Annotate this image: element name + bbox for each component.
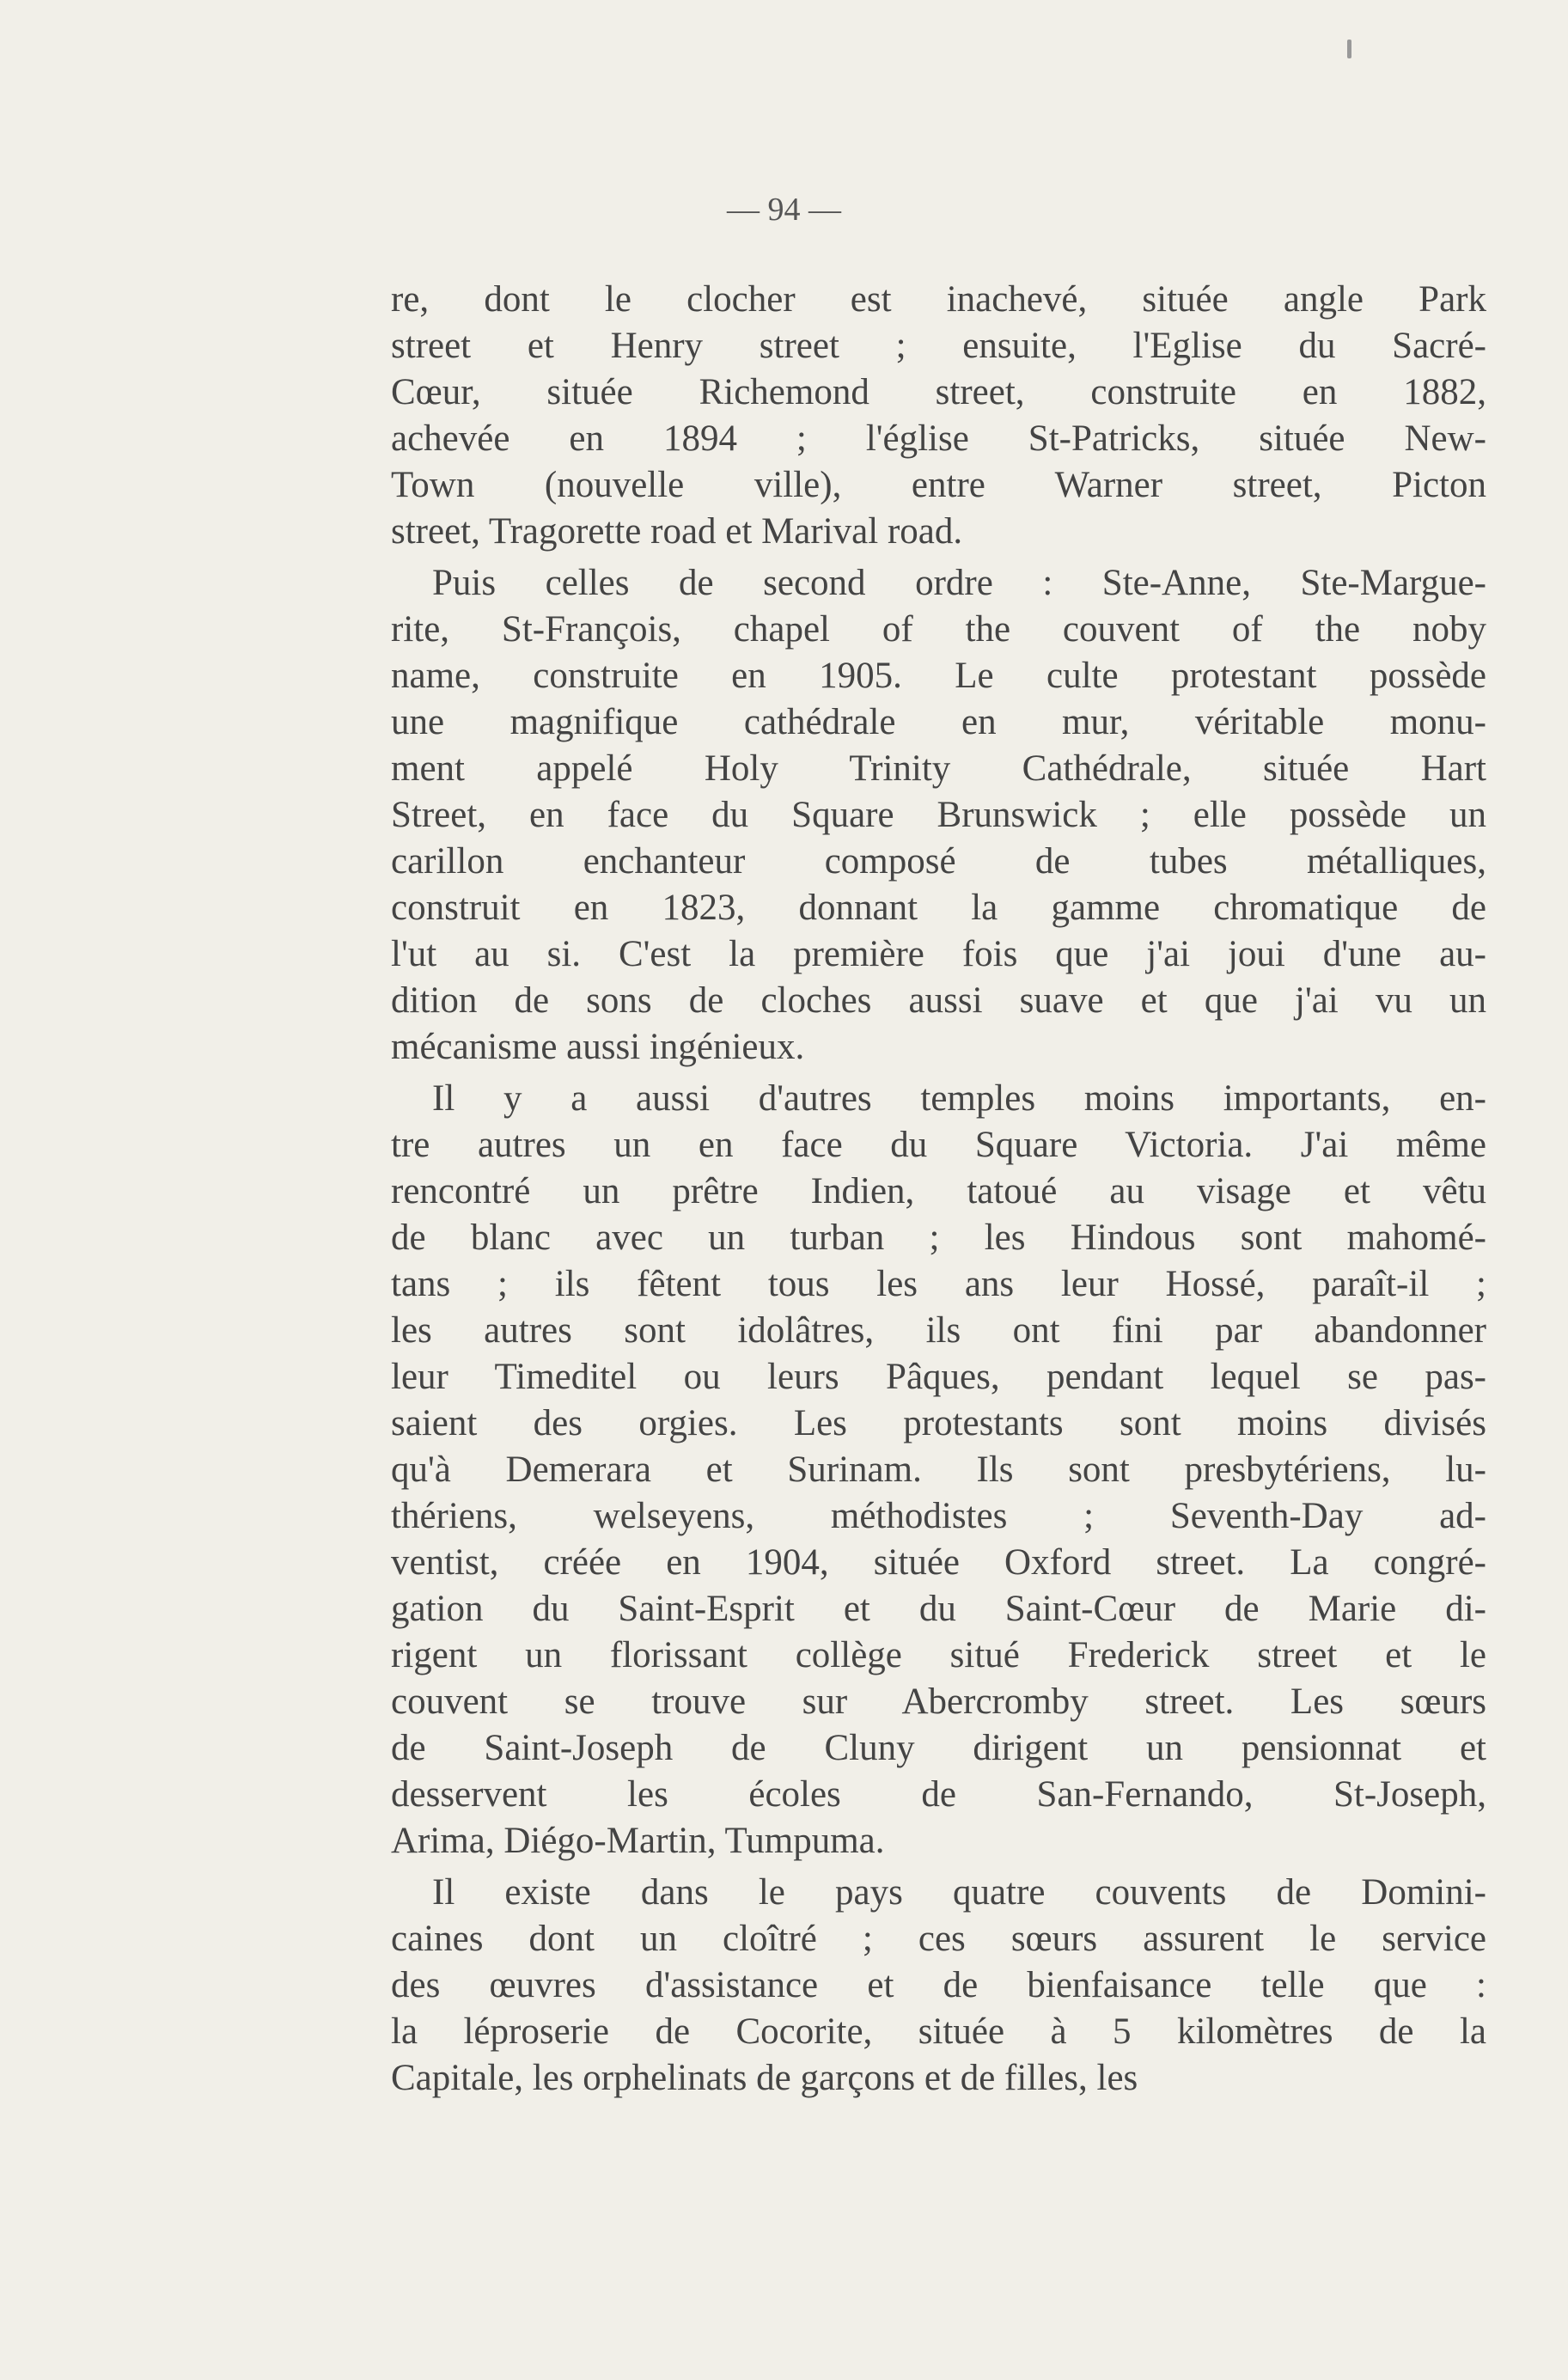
- text-line: les autres sont idolâtres, ils ont fini par abandonner: [391, 1310, 1486, 1351]
- paper-speck: [1347, 40, 1351, 58]
- body-text: [391, 277, 1486, 2102]
- text-line: Capitale, les orphelinats de garçons et de filles, les: [391, 2058, 1138, 2098]
- text-line: tre autres un en face du Square Victoria. J'ai même: [391, 1125, 1486, 1165]
- text-line: Il existe dans le pays quatre couvents de Domini-: [432, 1872, 1486, 1913]
- text-line: Town (nouvelle ville), entre Warner street, Picton: [391, 465, 1486, 505]
- text-line: saient des orgies. Les protestants sont moins divisés: [391, 1403, 1486, 1443]
- text-line: Cœur, située Richemond street, construite en 1882,: [391, 372, 1486, 412]
- text-line: name, construite en 1905. Le culte protestant possède: [391, 656, 1486, 696]
- text-line: gation du Saint-Esprit et du Saint-Cœur de Marie di-: [391, 1589, 1486, 1629]
- text-line: thériens, welseyens, méthodistes ; Seventh-Day ad-: [391, 1496, 1486, 1536]
- text-line: street et Henry street ; ensuite, l'Eglise du Sacré-: [391, 326, 1486, 366]
- text-line: ment appelé Holy Trinity Cathédrale, située Hart: [391, 748, 1486, 789]
- text-line: une magnifique cathédrale en mur, véritable monu-: [391, 702, 1486, 742]
- text-line: achevée en 1894 ; l'église St-Patricks, située New-: [391, 418, 1486, 459]
- text-line: re, dont le clocher est inachevé, située angle Park: [391, 279, 1486, 320]
- page-number: — 94 —: [727, 192, 841, 228]
- text-line: mécanisme aussi ingénieux.: [391, 1027, 805, 1067]
- text-line: l'ut au si. C'est la première fois que j'ai joui d'une au-: [391, 934, 1486, 974]
- text-line: leur Timeditel ou leurs Pâques, pendant lequel se pas-: [391, 1357, 1486, 1397]
- text-line: de Saint-Joseph de Cluny dirigent un pensionnat et: [391, 1728, 1486, 1768]
- text-line: Street, en face du Square Brunswick ; elle possède un: [391, 795, 1486, 835]
- text-line: des œuvres d'assistance et de bienfaisance telle que :: [391, 1965, 1486, 2005]
- text-line: couvent se trouve sur Abercromby street. Les sœurs: [391, 1681, 1486, 1722]
- text-line: Puis celles de second ordre : Ste-Anne, Ste-Margue-: [432, 563, 1486, 603]
- text-line: rite, St-François, chapel of the couvent of the noby: [391, 609, 1486, 650]
- text-line: street, Tragorette road et Marival road.: [391, 511, 963, 552]
- text-line: dition de sons de cloches aussi suave et que j'ai vu un: [391, 980, 1486, 1021]
- text-line: qu'à Demerara et Surinam. Ils sont presbytériens, lu-: [391, 1449, 1486, 1490]
- text-line: carillon enchanteur composé de tubes métalliques,: [391, 841, 1486, 882]
- text-line: Arima, Diégo-Martin, Tumpuma.: [391, 1821, 885, 1861]
- text-line: rencontré un prêtre Indien, tatoué au visage et vêtu: [391, 1171, 1486, 1211]
- text-line: Il y a aussi d'autres temples moins importants, en-: [432, 1078, 1486, 1119]
- text-line: ventist, créée en 1904, située Oxford street. La congré-: [391, 1542, 1486, 1583]
- text-line: de blanc avec un turban ; les Hindous sont mahomé-: [391, 1217, 1486, 1258]
- text-line: construit en 1823, donnant la gamme chromatique de: [391, 888, 1486, 928]
- text-line: caines dont un cloîtré ; ces sœurs assurent le service: [391, 1919, 1486, 1959]
- text-line: rigent un florissant collège situé Frederick street et le: [391, 1635, 1486, 1675]
- text-line: tans ; ils fêtent tous les ans leur Hossé, paraît-il ;: [391, 1264, 1486, 1304]
- text-line: desservent les écoles de San-Fernando, St-Joseph,: [391, 1774, 1486, 1815]
- text-line: la léproserie de Cocorite, située à 5 kilomètres de la: [391, 2011, 1486, 2052]
